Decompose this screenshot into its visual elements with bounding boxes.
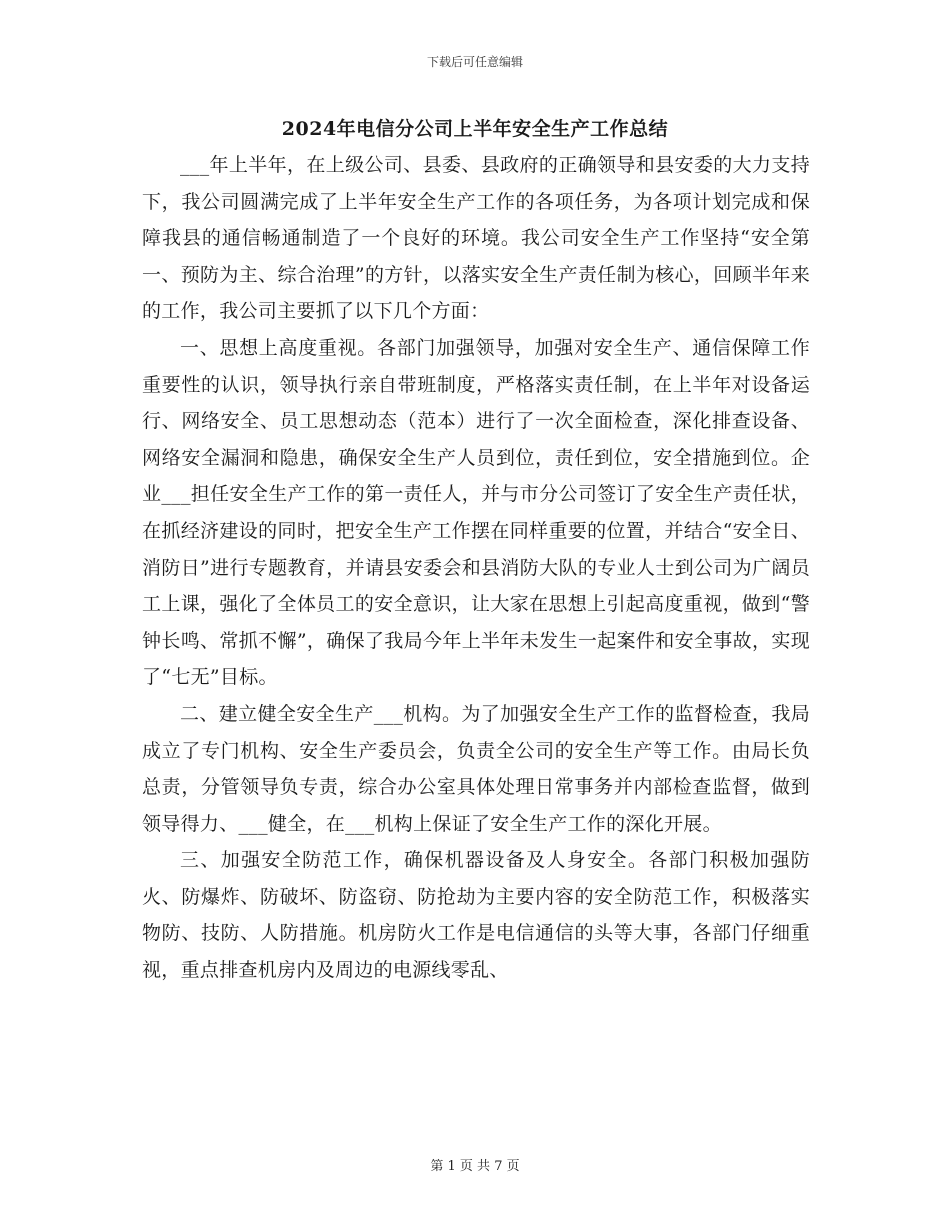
document-body [142, 147, 810, 989]
paragraph-section-1: 一、思想上高度重视。各部门加强领导，加强对安全生产、通信保障工作重要性的认识，领导执行亲自带班制度，严格落实责任制，在上半年对设备运行、网络安全、员工思想动态（范本）进行了一次全面检查，深化排查设备、网络安全漏洞和隐患，确保安全生产人员到位，责任到位，安全措施到位。企业___担任安全生产工作的第一责任人，并与市分公司签订了安全生产责任状，在抓经济建设的同时，把安全生产工作摆在同样重要的位置，并结合“安全日、消防日”进行专题教育，并请县安委会和县消防大队的专业人士到公司为广阔员工上课，强化了全体员工的安全意识，让大家在思想上引起高度重视，做到“警钟长鸣、常抓不懈”，确保了我局今年上半年未发生一起案件和安全事故，实现了“七无”目标。 [142, 336, 810, 689]
paragraph-intro: ___年上半年，在上级公司、县委、县政府的正确领导和县安委的大力支持下，我公司圆满完成了上半年安全生产工作的各项任务，为各项计划完成和保障我县的通信畅通制造了一个良好的环境。我公司安全生产工作坚持“安全第一、预防为主、综合治理”的方针，以落实安全生产责任制为核心，回顾半年来的工作，我公司主要抓了以下几个方面： [142, 154, 810, 323]
document-title: 2024年电信分公司上半年安全生产工作总结 [281, 118, 669, 140]
page-header-note: 下载后可任意编辑 [426, 55, 523, 69]
paragraph-section-3: 三、加强安全防范工作，确保机器设备及人身安全。各部门积极加强防火、防爆炸、防破坏、防盗窃、防抢劫为主要内容的安全防范工作，积极落实物防、技防、人防措施。机房防火工作是电信通信的头等大事，各部门仔细重视，重点排查机房内及周边的电源线零乱、 [142, 849, 810, 982]
page-number-footer: 第 1 页 共 7 页 [430, 1159, 520, 1174]
paragraph-section-2: 二、建立健全安全生产___机构。为了加强安全生产工作的监督检查，我局成立了专门机构、安全生产委员会，负责全公司的安全生产等工作。由局长负总责，分管领导负专责，综合办公室具体处理日常事务并内部检查监督，做到领导得力、___健全，在___机构上保证了安全生产工作的深化开展。 [142, 702, 810, 835]
